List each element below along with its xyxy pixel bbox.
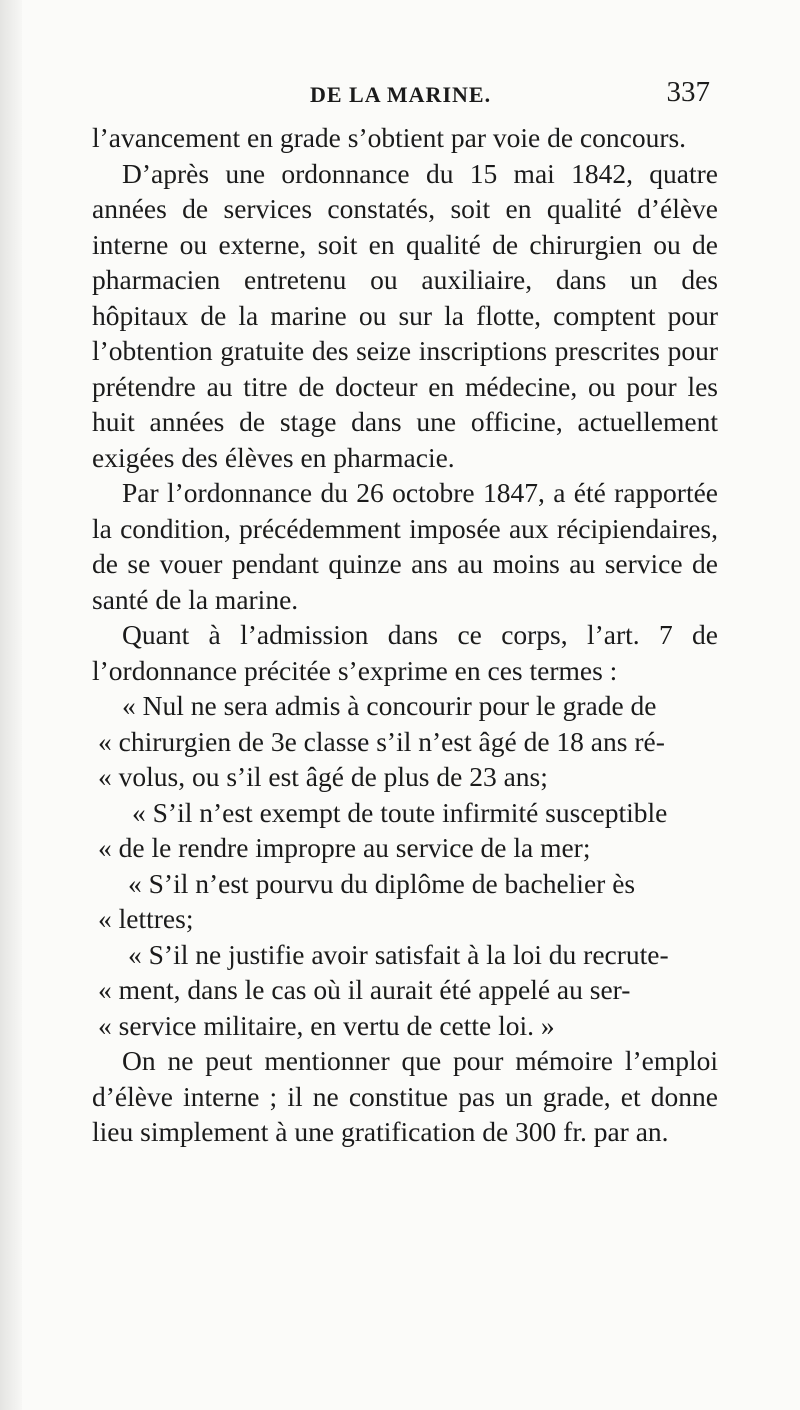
quotation-line: « S’il n’est pourvu du diplôme de bachelier ès	[128, 867, 636, 899]
paragraph-ordonnance-1842: D’après une ordonnance du 15 mai 1842, quatre années de services constatés, soit en qualité d’élève interne ou externe, soit en qualité de chirurgien ou de pharmacien entretenu ou auxiliaire, dans un des hôpitaux de la marine ou sur la flotte, comptent pour l’obtention gratuite des seize inscriptions prescrites pour prétendre au titre de docteur en médecine, ou pour les huit années de stage dans une officine, actuellement exigées des élèves en pharmacie.	[92, 157, 718, 473]
quotation-block	[92, 688, 718, 1043]
quotation-line: « S’il n’est exempt de toute infirmité susceptible	[132, 796, 668, 828]
quotation-line: « volus, ou s’il est âgé de plus de 23 ans;	[98, 761, 548, 792]
quotation-line: « ment, dans le cas où il aurait été appelé au ser-	[98, 974, 631, 1005]
running-title: DE LA MARINE.	[310, 82, 492, 107]
paragraph-eleve-interne: On ne peut mentionner que pour mémoire l’emploi d’élève interne ; il ne constitue pas un grade, et donne lieu simplement à une gratification de 300 fr. par an.	[92, 1045, 718, 1147]
page-gutter-shadow	[0, 0, 22, 1410]
body-text	[92, 120, 718, 1150]
page-number: 337	[666, 76, 710, 108]
paragraph-ordonnance-1847: Par l’ordonnance du 26 octobre 1847, a été rapportée la condition, précédemment imposée aux récipiendaires, de se vouer pendant quinze ans au moins au service de santé de la marine.	[92, 477, 718, 615]
text-block	[92, 72, 718, 1150]
paragraph-admission: Quant à l’admission dans ce corps, l’art. 7 de l’ordonnance précitée s’exprime en ces termes :	[92, 619, 718, 686]
quotation-line: « lettres;	[98, 903, 194, 934]
quotation-line: « service militaire, en vertu de cette loi. »	[98, 1009, 555, 1041]
quotation-line: « de le rendre impropre au service de la mer;	[98, 832, 591, 863]
paragraph-continuation: l’avancement en grade s’obtient par voie de concours.	[92, 122, 687, 153]
quotation-line: « S’il ne justifie avoir satisfait à la loi du recrute-	[128, 938, 669, 970]
quotation-line: « chirurgien de 3e classe s’il n’est âgé de 18 ans ré-	[98, 725, 665, 757]
running-head	[92, 72, 718, 120]
quotation-line: « Nul ne sera admis à concourir pour le grade de	[122, 690, 657, 721]
